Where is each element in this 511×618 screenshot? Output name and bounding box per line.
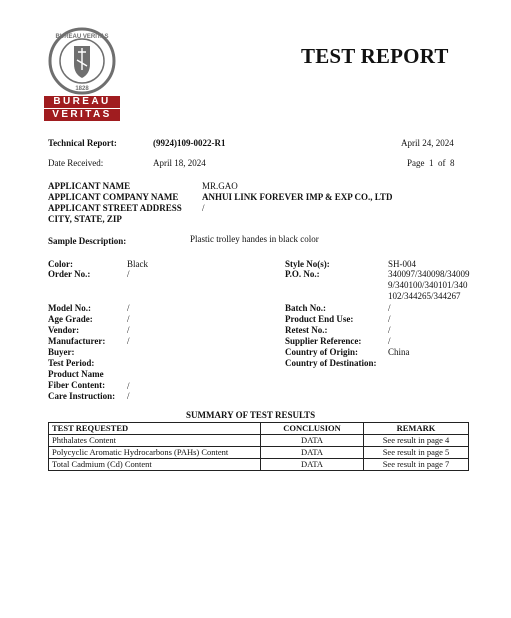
applicant-name-label: APPLICANT NAME — [48, 181, 131, 191]
date-received-label: Date Received: — [48, 158, 104, 168]
summary-title: SUMMARY OF TEST RESULTS — [186, 410, 316, 420]
seal-year-text: 1828 — [75, 86, 89, 92]
date-received-value: April 18, 2024 — [153, 158, 206, 168]
table-row — [49, 435, 469, 447]
model-no-label: Model No.: — [48, 303, 91, 313]
logo-veritas-bar: VERITAS — [44, 109, 120, 121]
vendor-label: Vendor: — [48, 325, 80, 335]
test-name: Total Cadmium (Cd) Content — [49, 459, 261, 471]
applicant-name-value: MR.GAO — [202, 181, 238, 191]
test-remark: See result in page 7 — [364, 459, 469, 471]
age-grade-label: Age Grade: — [48, 314, 93, 324]
header-conclusion: CONCLUSION — [261, 423, 364, 435]
bureau-veritas-logo — [44, 26, 120, 120]
technical-report-value: (9924)109-0022-R1 — [153, 138, 226, 148]
retest-no-label: Retest No.: — [285, 325, 328, 335]
fiber-content-label: Fiber Content: — [48, 380, 106, 390]
supplier-reference-label: Supplier Reference: — [285, 336, 362, 346]
care-instruction-label: Care Instruction: — [48, 391, 116, 401]
page-indicator: Page 1 of 8 — [407, 158, 455, 168]
manufacturer-value: / — [127, 336, 130, 346]
test-conclusion: DATA — [261, 435, 364, 447]
summary-table — [48, 422, 469, 471]
order-no-label: Order No.: — [48, 269, 91, 279]
technical-report-label: Technical Report: — [48, 138, 117, 148]
supplier-reference-value: / — [388, 336, 391, 346]
bureau-veritas-seal-icon — [44, 26, 120, 96]
care-instruction-value: / — [127, 391, 130, 401]
manufacturer-label: Manufacturer: — [48, 336, 106, 346]
test-period-label: Test Period: — [48, 358, 95, 368]
test-name: Phthalates Content — [49, 435, 261, 447]
order-no-value: / — [127, 269, 130, 279]
summary-header-row — [49, 423, 469, 435]
sample-description-value: Plastic trolley handes in black color — [190, 234, 319, 244]
buyer-label: Buyer: — [48, 347, 75, 357]
po-no-label: P.O. No.: — [285, 269, 320, 279]
applicant-street-label: APPLICANT STREET ADDRESS — [48, 203, 182, 213]
style-no-label: Style No(s): — [285, 259, 330, 269]
sample-description-label: Sample Description: — [48, 236, 127, 246]
applicant-city-label: CITY, STATE, ZIP — [48, 214, 122, 224]
color-value: Black — [127, 259, 148, 269]
country-of-origin-value: China — [388, 347, 410, 357]
test-conclusion: DATA — [261, 447, 364, 459]
style-no-value: SH-004 — [388, 259, 417, 269]
product-end-use-label: Product End Use: — [285, 314, 354, 324]
page-title: TEST REPORT — [301, 44, 449, 68]
test-remark: See result in page 4 — [364, 435, 469, 447]
logo-bureau-bar: BUREAU — [44, 96, 120, 108]
batch-no-label: Batch No.: — [285, 303, 326, 313]
country-of-origin-label: Country of Origin: — [285, 347, 358, 357]
product-name-label: Product Name — [48, 369, 104, 379]
retest-no-value: / — [388, 325, 391, 335]
table-row — [49, 447, 469, 459]
table-row — [49, 459, 469, 471]
test-name: Polycyclic Aromatic Hydrocarbons (PAHs) Content — [49, 447, 261, 459]
po-no-value: 340097/340098/340099/340100/340101/340102/344265/344267 — [388, 269, 470, 301]
vendor-value: / — [127, 325, 130, 335]
seal-ring-text: BUREAU VERITAS — [55, 34, 109, 40]
applicant-street-value: / — [202, 203, 205, 213]
fiber-content-value: / — [127, 381, 130, 391]
color-label: Color: — [48, 259, 73, 269]
report-date: April 24, 2024 — [401, 138, 454, 148]
header-test-requested: TEST REQUESTED — [49, 423, 261, 435]
country-of-destination-label: Country of Destination: — [285, 358, 377, 368]
applicant-company-label: APPLICANT COMPANY NAME — [48, 192, 179, 202]
applicant-company-value: ANHUI LINK FOREVER IMP & EXP CO., LTD — [202, 192, 393, 202]
test-conclusion: DATA — [261, 459, 364, 471]
header-remark: REMARK — [364, 423, 469, 435]
test-remark: See result in page 5 — [364, 447, 469, 459]
model-no-value: / — [127, 303, 130, 313]
product-end-use-value: / — [388, 314, 391, 324]
age-grade-value: / — [127, 314, 130, 324]
batch-no-value: / — [388, 303, 391, 313]
